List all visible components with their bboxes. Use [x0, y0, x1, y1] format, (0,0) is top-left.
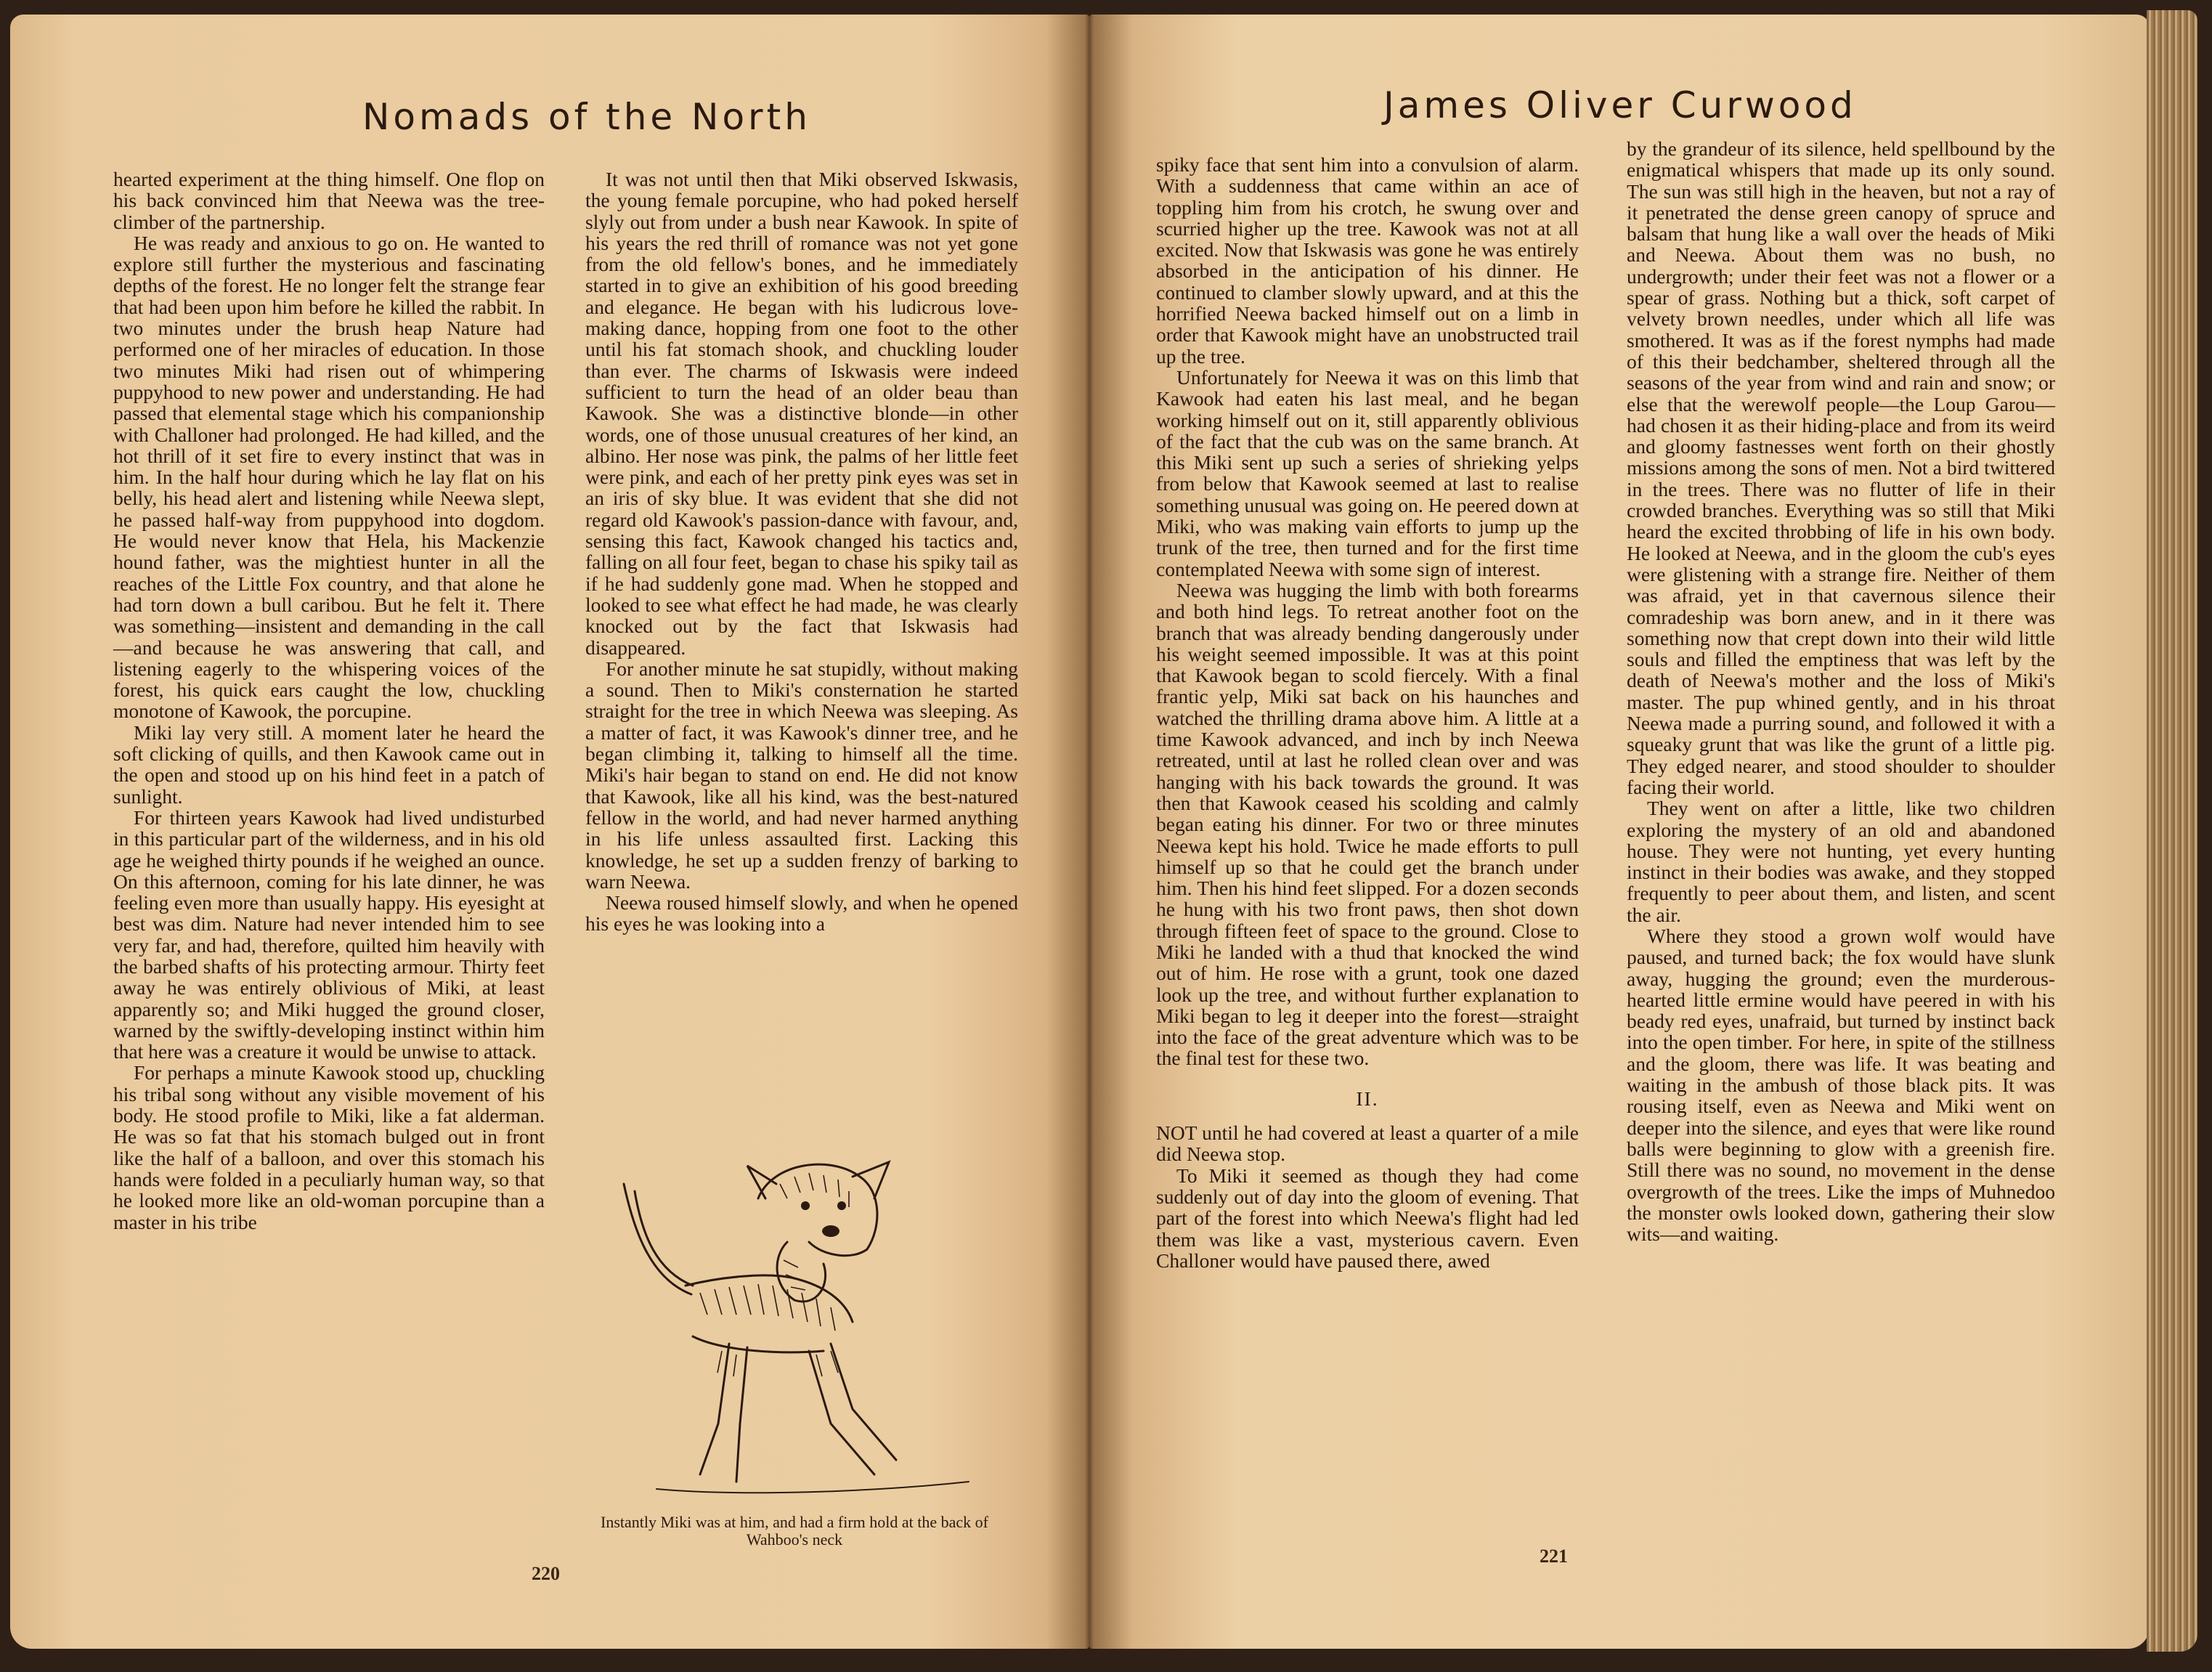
paragraph: They went on after a little, like two children exploring the mystery of an old and abandoned house. They were not hunting, yet every hunting instinct in their bodies was awake, and they stopped frequently to peer about them, and listen, and scent the air. [1627, 797, 2055, 926]
right-page [1089, 15, 2150, 1649]
section-number: II. [1356, 1087, 1379, 1110]
dog-illustration [591, 1133, 998, 1511]
page-number-right: 221 [1540, 1546, 1568, 1567]
figure-caption: Instantly Miki was at him, and had a firm hold at the back of Wahboo's neck [601, 1513, 988, 1549]
left-column-1 [113, 169, 545, 1233]
paragraph: For perhaps a minute Kawook stood up, chuckling his tribal song without any visible movement of his body. He stood profile to Miki, like a fat alderman. He was so fat that his stomach bulged out in front like the half of a balloon, and over this stomach his hands were folded in a peculiarly human way, so that he looked more like an old-woman porcupine than a master in his tribe [113, 1061, 545, 1233]
paragraph: Miki lay very still. A moment later he heard the soft clicking of quills, and then Kawook came out in the open and stood up on his hind feet in a patch of sunlight. [113, 721, 545, 808]
paragraph: NOT until he had covered at least a quarter of a mile did Neewa stop. [1156, 1121, 1579, 1166]
paragraph: He was ready and anxious to go on. He wanted to explore still further the mysterious and fascinating depths of the forest. He no longer felt the strange fear that had been upon him before he killed the rabbit. In two minutes under the brush heap Nature had performed one of her miracles of education. In those two minutes Miki had risen out of whimpering puppyhood to new power and understanding. He had passed that elemental stage which his companionship with Challoner had prolonged. He had killed, and the hot thrill of it set fire to every instinct that was in him. In the half hour during which he lay flat on his belly, his head alert and listening while Neewa slept, he passed half-way from puppyhood into dogdom. He would never know that Hela, his Mackenzie hound father, was the mightiest hunter in all the reaches of the Little Fox country, and that alone he had torn down a bull caribou. But he felt it. There was something—insistent and demanding in the call—and because he was answering that call, and listening eagerly to the whispering voices of the forest, his quick ears caught the low, chuckling monotone of Kawook, the porcupine. [113, 231, 545, 723]
right-column-2 [1627, 138, 2055, 1244]
running-head-left: Nomads of the North [362, 96, 811, 138]
dog-drawing-icon [591, 1133, 998, 1511]
paragraph: Neewa roused himself slowly, and when he opened his eyes he was looking into a [585, 891, 1018, 936]
paragraph: For thirteen years Kawook had lived undisturbed in this particular part of the wilderness, and in his old age he weighed thirty pounds if he weighed an ounce. On this afternoon, coming for his late dinner, he was feeling even more than usually happy. His eyesight at best was dim. Nature had never intended him to see very far, and had, therefore, quilted him heavily with the barbed shafts of his protecting armour. Thirty feet away he was entirely oblivious of Miki, at least apparently so; and Miki hugged the ground closer, warned by the swiftly-developing instinct within him that here was a creature it would be unwise to attack. [113, 805, 545, 1063]
left-column-2 [585, 169, 1018, 935]
page-edges [2147, 10, 2197, 1652]
paragraph: For another minute he sat stupidly, without making a sound. Then to Miki's consternation he started straight for the tree in which Neewa was sleeping. As a matter of fact, it was Kawook's dinner tree, and he began climbing it, talking to himself all the time. Miki's hair began to stand on end. He did not know that Kawook, like all his kind, was the best-natured fellow in the world, and had never harmed anything in his life unless assaulted first. Lacking this knowledge, he set up a sudden frenzy of barking to warn Neewa. [585, 657, 1018, 893]
paragraph: It was not until then that Miki observed Iskwasis, the young female porcupine, who had poked herself slyly out from under a bush near Kawook. In spite of his years the red thrill of romance was not yet gone from the old fellow's bones, and he immediately started in to give an exhibition of his good breeding and elegance. He began with his ludicrous love-making dance, hopping from one foot to the other until his fat stomach shook, and chuckling louder than ever. The charms of Iskwasis were indeed sufficient to turn the head of an older beau than Kawook. She was a distinctive blonde—in other words, one of those unusual creatures of her kind, an albino. Her nose was pink, the palms of her little feet were pink, and each of her pretty pink eyes was set in an iris of sky blue. It was evident that she did not regard old Kawook's passion-dance with favour, and, sensing this fact, Kawook changed his tactics and, falling on all four feet, began to chase his spiky tail as if he had suddenly gone mad. When he stopped and looked to see what effect he had made, he was clearly knocked out by the fact that Iskwasis had disappeared. [585, 168, 1018, 659]
paragraph: To Miki it seemed as though they had come suddenly out of day into the gloom of evening. That part of the forest into which Neewa's flight had led them was like a vast, mysterious cavern. Even Challoner would have paused there, awed [1156, 1164, 1579, 1272]
paragraph: hearted experiment at the thing himself. One flop on his back convinced him that Neewa was the tree-climber of the partnership. [113, 168, 545, 233]
paragraph: spiky face that sent him into a convulsion of alarm. With a suddenness that came within an ace of toppling him from his crotch, he swung over and scurried higher up the tree. Kawook was not at all excited. Now that Iskwasis was gone he was entirely absorbed in the anticipation of his dinner. He continued to clamber slowly upward, and at this the horrified Neewa backed himself out on a limb in order that Kawook might have an unobstructed trail up the tree. [1156, 153, 1579, 368]
paragraph: by the grandeur of its silence, held spellbound by the enigmatical whispers that made up its only sound. The sun was still high in the heaven, but not a ray of it penetrated the dense green canopy of spruce and balsam that hung like a wall over the heads of Miki and Neewa. About them was no bush, no undergrowth; under their feet was not a flower or a spear of grass. Nothing but a thick, soft carpet of velvety brown needles, under which all life was smothered. It was as if the forest nymphs had made of this their bedchamber, sheltered through all the seasons of the year from wind and rain and snow; or else that the werewolf people—the Loup Garou—had chosen it as their hiding-place and from its weird and gloomy fastnesses went forth on their ghostly missions among the sons of men. Not a bird twittered in the trees. There was no flutter of life in their crowded branches. Everything was so still that Miki heard the excited throbbing of life in his own body. He looked at Neewa, and in the gloom the cub's eyes were glistening with a strange fire. Neither of them was afraid, yet in that cavernous silence their comradeship was born anew, and in it there was something now that crept down into their wild little souls and filled the emptiness that was left by the death of Neewa's mother and the loss of Miki's master. The pup whined gently, and in his throat Neewa made a purring sound, and followed it with a squeaky grunt that was like the grunt of a little pig. They edged nearer, and stood shoulder to shoulder facing their world. [1627, 137, 2055, 798]
left-page [10, 15, 1089, 1649]
paragraph: Neewa was hugging the limb with both forearms and both hind legs. To retreat another foot on the branch that was already bending dangerously under his weight seemed impossible. It was at this point that Kawook began to scold fiercely. With a final frantic yelp, Miki sat back on his haunches and watched the thrilling drama above him. A little at a time Kawook advanced, and inch by inch Neewa retreated, until at last he rolled clean over and was hanging with his back towards the ground. It was then that Kawook ceased his scolding and calmly began eating his dinner. For two or three minutes Neewa kept his hold. Twice he made efforts to pull himself up so that he could get the branch under him. Then his hind feet slipped. For a dozen seconds he hung with his two front paws, then shot down through fifteen feet of space to the ground. Close to Miki he landed with a thud that knocked the wind out of him. He rose with a grunt, took one dazed look up the tree, and without further explanation to Miki began to leg it deeper into the forest—straight into the face of the great adventure which was to be the final test for these two. [1156, 578, 1579, 1070]
paragraph: Where they stood a grown wolf would have paused, and turned back; the fox would have slunk away, hugging the ground; even the murderous-hearted little ermine would have peered in with his beady red eyes, unafraid, but turned by instinct back into the open timber. For here, in spite of the stillness and the gloom, there was life. It was beating and waiting in the ambush of those black pits. It was rousing itself, even as Neewa and Miki went on deeper into the silence, and eyes that were like round balls were beginning to glow with a greenish fire. Still there was no sound, no movement in the dense overgrowth of the trees. Like the imps of Muhnedoo the monster owls looked down, gathering their slow wits—and waiting. [1627, 924, 2055, 1246]
right-column-1 [1156, 154, 1579, 1271]
page-number-left: 220 [532, 1563, 560, 1584]
running-head-right: James Oliver Curwood [1383, 84, 1857, 126]
paragraph: Unfortunately for Neewa it was on this limb that Kawook had eaten his last meal, and he began working himself out on it, still apparently oblivious of the fact that the cub was on the same branch. At this Miki sent up such a series of shrieking yelps from below that Kawook seemed at last to realise something unusual was going on. He peered down at Miki, who was making vain efforts to jump up the trunk of the tree, then turned and for the first time contemplated Neewa with some sign of interest. [1156, 365, 1579, 580]
